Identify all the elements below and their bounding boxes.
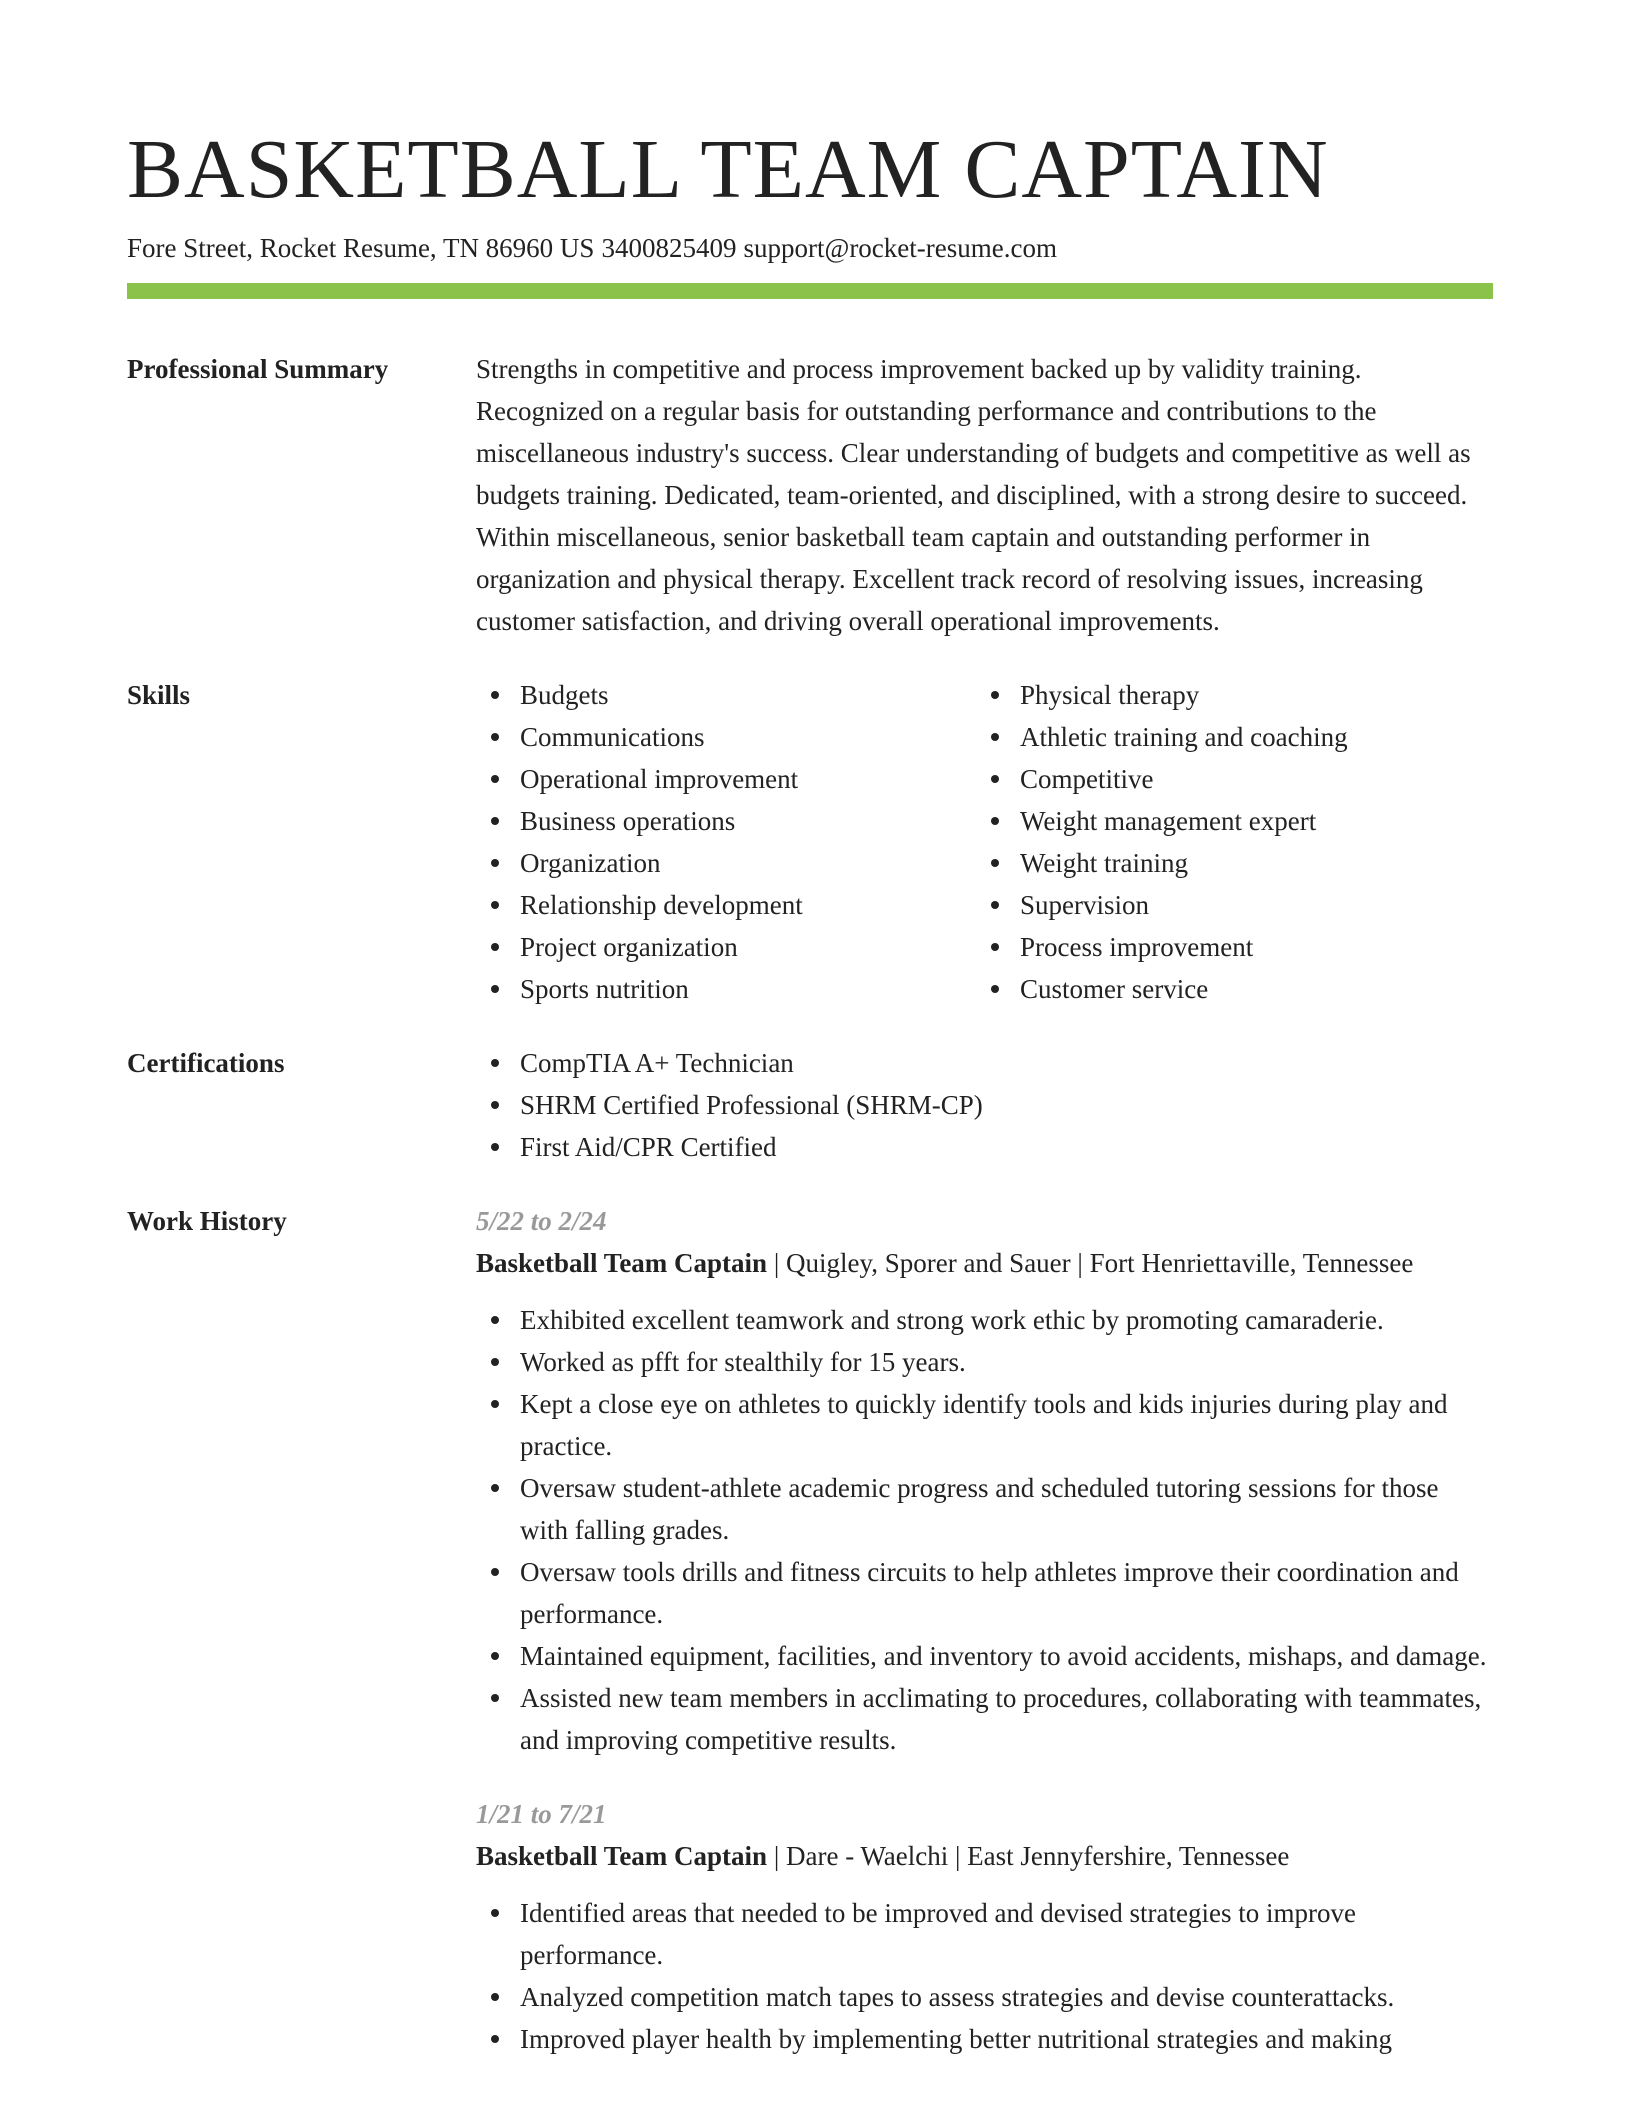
- job-heading: Basketball Team Captain | Quigley, Sporer and Sauer | Fort Henriettaville, Tennessee: [476, 1248, 1414, 1278]
- job-location: Fort Henriettaville, Tennessee: [1089, 1248, 1414, 1278]
- resume-name: BASKETBALL TEAM CAPTAIN: [127, 123, 1329, 216]
- skill-item: Communications: [476, 716, 976, 758]
- skill-item: Relationship development: [476, 884, 976, 926]
- skill-item: Physical therapy: [976, 674, 1476, 716]
- job-bullet: Identified areas that needed to be improved and devised strategies to improve performance.: [476, 1892, 1493, 1976]
- job-bullet: Exhibited excellent teamwork and strong work ethic by promoting camaraderie.: [476, 1299, 1493, 1341]
- section-label-certifications: Certifications: [127, 1048, 285, 1078]
- skill-item: Customer service: [976, 968, 1476, 1010]
- skill-item: Athletic training and coaching: [976, 716, 1476, 758]
- job-bullet: Improved player health by implementing better nutritional strategies and making: [476, 2018, 1493, 2060]
- job-bullet: Kept a close eye on athletes to quickly identify tools and kids injuries during play and practice.: [476, 1383, 1493, 1467]
- skill-item: Project organization: [476, 926, 976, 968]
- job-heading: Basketball Team Captain | Dare - Waelchi | East Jennyfershire, Tennessee: [476, 1841, 1290, 1871]
- summary-section: [127, 348, 1493, 642]
- job-title: Basketball Team Captain: [476, 1248, 768, 1278]
- skill-item: Supervision: [976, 884, 1476, 926]
- skill-item: Operational improvement: [476, 758, 976, 800]
- skill-item: Sports nutrition: [476, 968, 976, 1010]
- contact-email: support@rocket-resume.com: [743, 233, 1057, 263]
- skill-item: Competitive: [976, 758, 1476, 800]
- job-entry: [476, 1793, 1493, 2060]
- contact-line: [127, 230, 1057, 266]
- job-entry: [476, 1200, 1493, 1761]
- job-bullets: [476, 1299, 1493, 1761]
- job-bullet: Maintained equipment, facilities, and inventory to avoid accidents, mishaps, and damage.: [476, 1635, 1493, 1677]
- skills-list-right: [976, 674, 1476, 1010]
- skill-item: Business operations: [476, 800, 976, 842]
- job-location: East Jennyfershire, Tennessee: [967, 1841, 1290, 1871]
- skills-section: [127, 674, 1493, 1010]
- section-label-work-history: Work History: [127, 1206, 287, 1236]
- job-dates: 5/22 to 2/24: [476, 1206, 607, 1236]
- header-divider: [127, 283, 1493, 299]
- contact-address: Fore Street, Rocket Resume, TN 86960 US: [127, 233, 595, 263]
- job-bullet: Oversaw tools drills and fitness circuits to help athletes improve their coordination and performance.: [476, 1551, 1493, 1635]
- section-label-summary: Professional Summary: [127, 354, 389, 384]
- job-bullet: Assisted new team members in acclimating to procedures, collaborating with teammates, and improving competitive results.: [476, 1677, 1493, 1761]
- job-bullet: Analyzed competition match tapes to assess strategies and devise counterattacks.: [476, 1976, 1493, 2018]
- certification-item: First Aid/CPR Certified: [476, 1126, 1493, 1168]
- summary-text: Strengths in competitive and process improvement backed up by validity training. Recognized on a regular basis for outstanding performance and contributions to the miscellaneous industry's success. Clear understanding of budgets and competitive as well as budgets training. Dedicated, team-oriented, and disciplined, with a strong desire to succeed. Within miscellaneous, senior basketball team captain and outstanding performer in organization and physical therapy. Excellent track record of resolving issues, increasing customer satisfaction, and driving overall operational improvements.: [476, 354, 1471, 636]
- resume-sections: [127, 348, 1493, 2092]
- certifications-section: [127, 1042, 1493, 1168]
- job-bullets: [476, 1892, 1493, 2060]
- skills-list-left: [476, 674, 976, 1010]
- job-dates: 1/21 to 7/21: [476, 1799, 607, 1829]
- certification-item: SHRM Certified Professional (SHRM-CP): [476, 1084, 1493, 1126]
- work-history-section: [127, 1200, 1493, 2092]
- certification-item: CompTIA A+ Technician: [476, 1042, 1493, 1084]
- job-employer: Dare - Waelchi: [785, 1841, 949, 1871]
- contact-phone: 3400825409: [601, 233, 737, 263]
- skill-item: Process improvement: [976, 926, 1476, 968]
- skill-item: Weight training: [976, 842, 1476, 884]
- job-bullet: Worked as pfft for stealthily for 15 years.: [476, 1341, 1493, 1383]
- certifications-list: [476, 1042, 1493, 1168]
- job-bullet: Oversaw student-athlete academic progress and scheduled tutoring sessions for those with falling grades.: [476, 1467, 1493, 1551]
- job-title: Basketball Team Captain: [476, 1841, 768, 1871]
- skill-item: Organization: [476, 842, 976, 884]
- section-label-skills: Skills: [127, 680, 191, 710]
- skill-item: Weight management expert: [976, 800, 1476, 842]
- skill-item: Budgets: [476, 674, 976, 716]
- job-employer: Quigley, Sporer and Sauer: [785, 1248, 1071, 1278]
